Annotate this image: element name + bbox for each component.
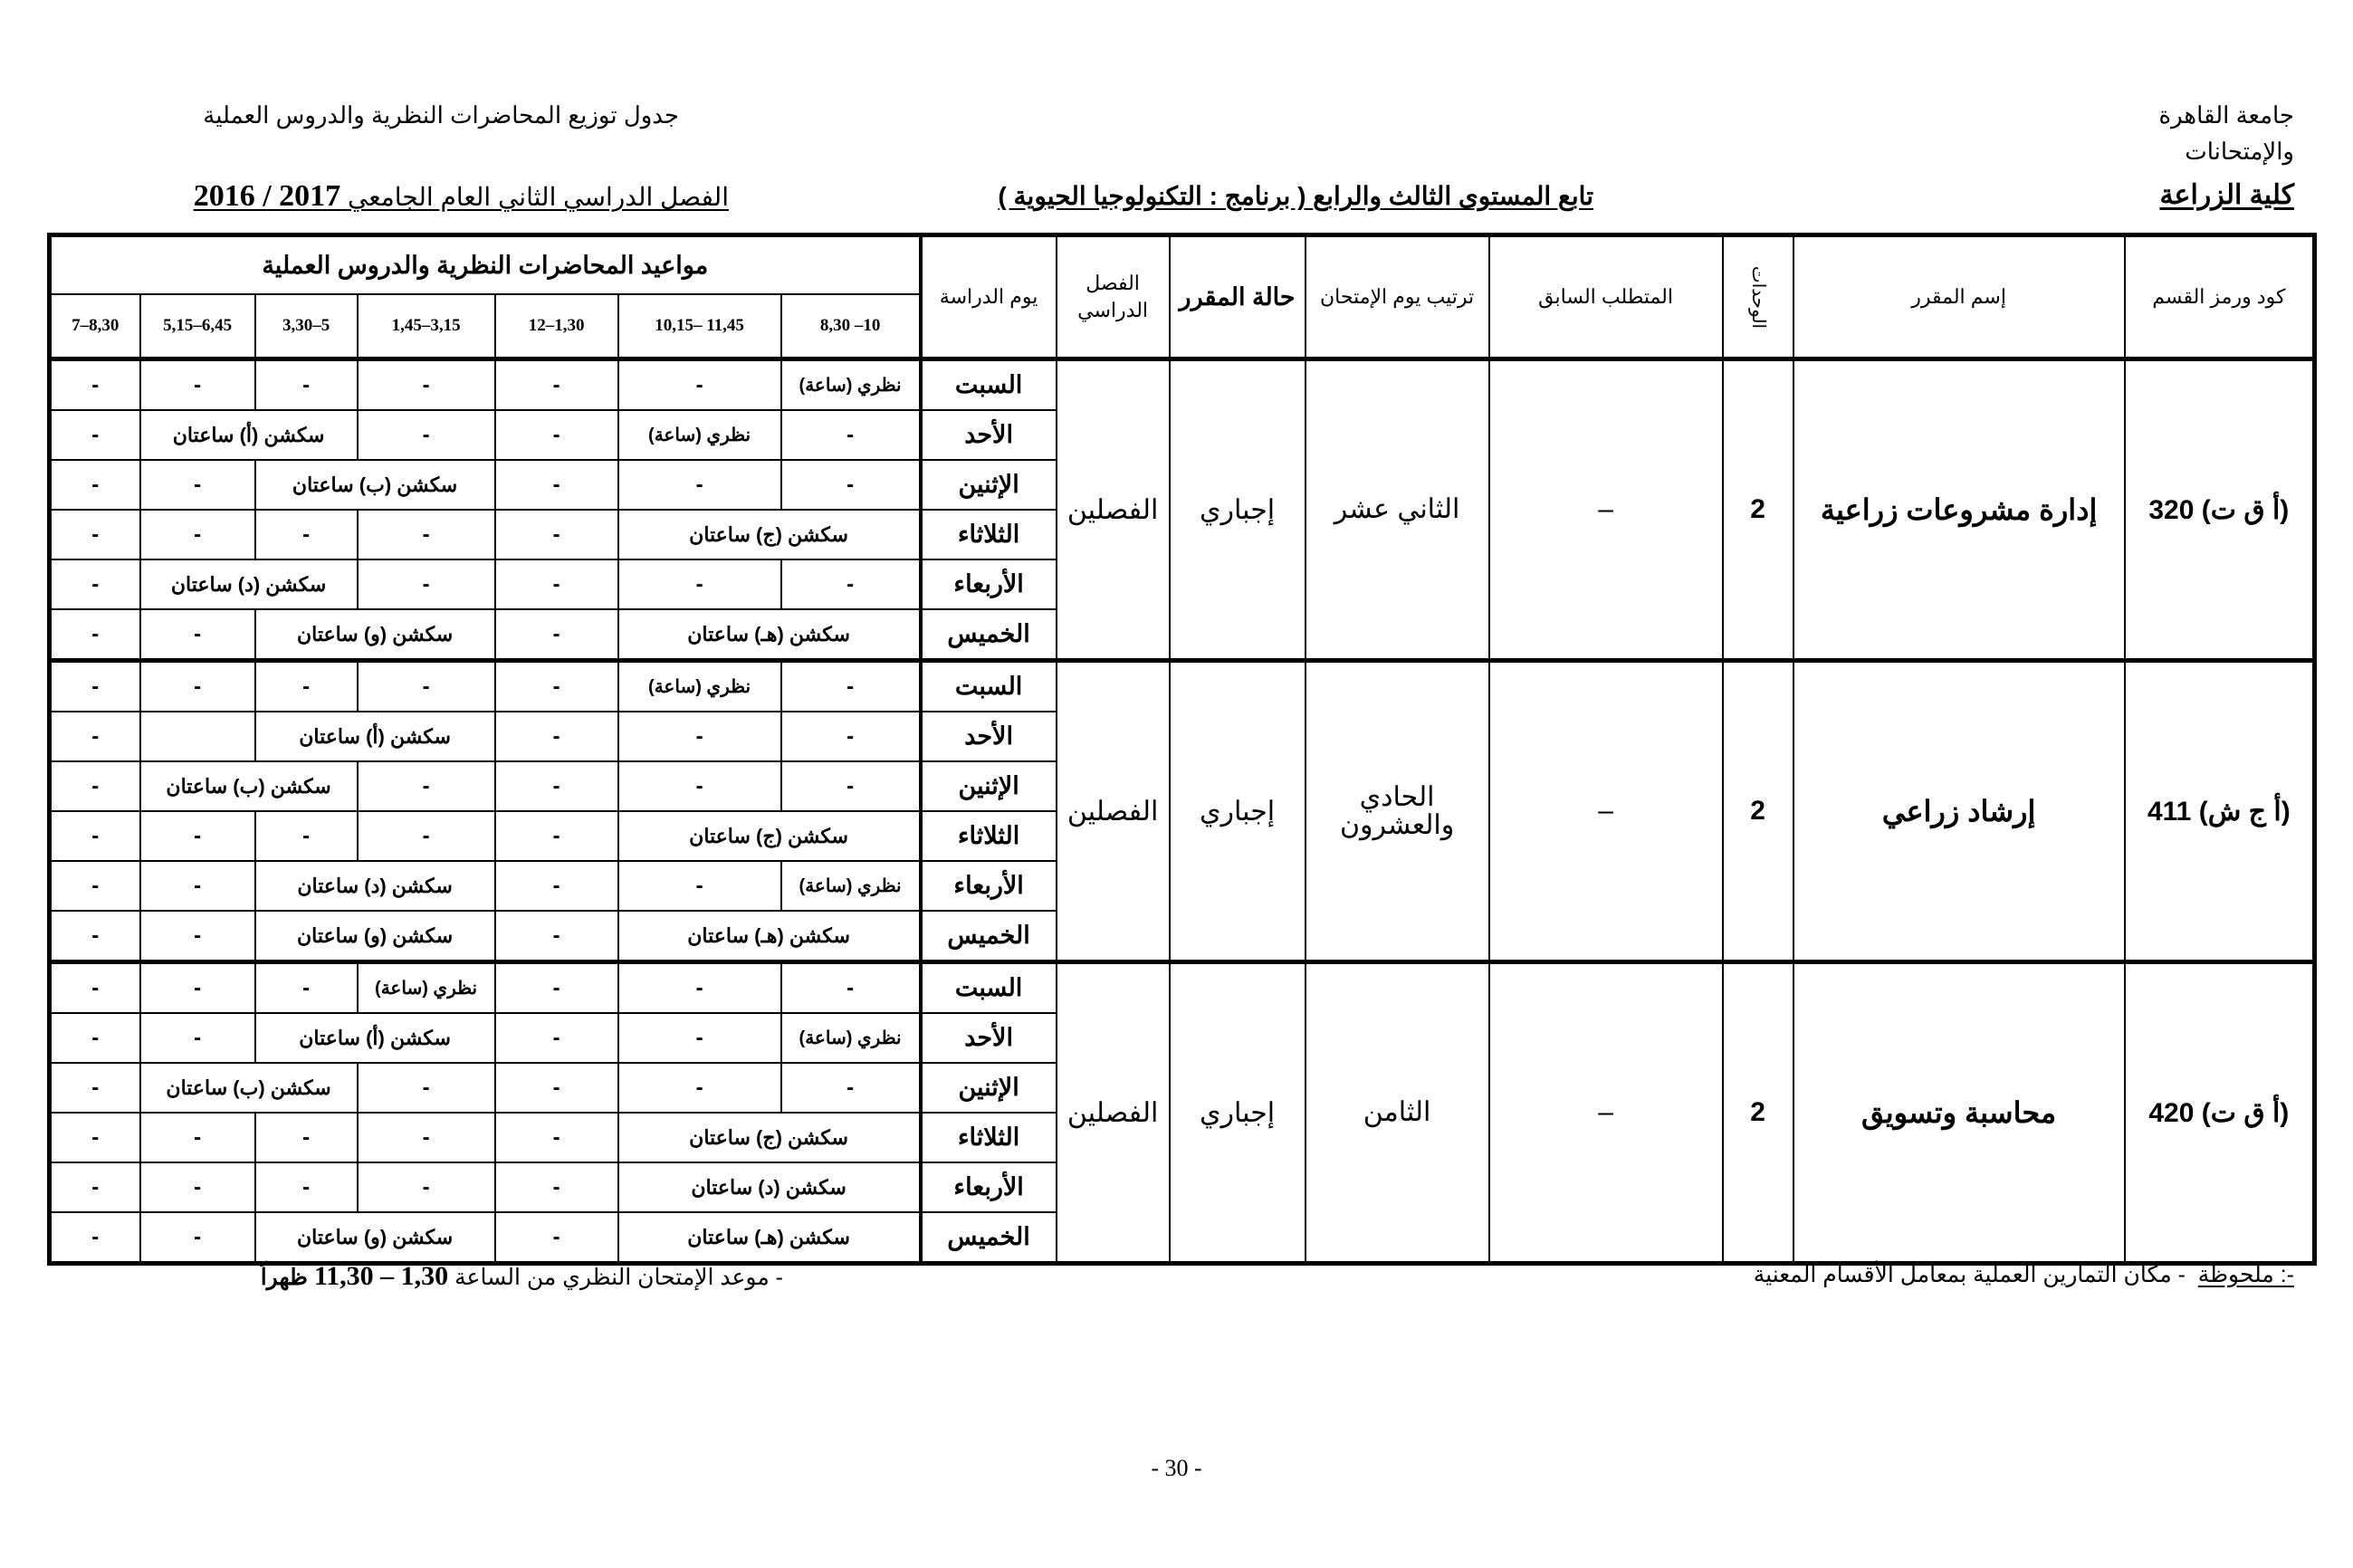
study-day: الأحد xyxy=(921,712,1057,761)
empty-slot: - xyxy=(781,1063,921,1113)
empty-slot: - xyxy=(618,1063,781,1113)
empty-slot: - xyxy=(358,1162,495,1212)
study-day: الثلاثاء xyxy=(921,510,1057,559)
exam-time-suffix: ظهراً xyxy=(260,1265,308,1290)
empty-slot: - xyxy=(781,962,921,1014)
empty-slot: - xyxy=(495,861,618,911)
study-day: الأحد xyxy=(921,1013,1057,1063)
col-exam-order-header: ترتيب يوم الإمتحان xyxy=(1306,235,1489,359)
course-semester: الفصلين xyxy=(1057,661,1170,962)
empty-slot: - xyxy=(495,1212,618,1264)
course-group xyxy=(50,661,2315,962)
time-slots-group-header: مواعيد المحاضرات النظرية والدروس العملية xyxy=(50,235,921,295)
session-slot: سكشن (ج) ساعتان xyxy=(618,510,921,559)
empty-slot: - xyxy=(495,811,618,861)
course-status: إجباري xyxy=(1170,661,1306,962)
schedule-row xyxy=(50,661,2315,712)
course-group xyxy=(50,359,2315,661)
empty-slot: - xyxy=(140,609,255,661)
study-day: الثلاثاء xyxy=(921,1113,1057,1162)
course-name: محاسبة وتسويق xyxy=(1793,962,2125,1264)
empty-slot: - xyxy=(358,359,495,411)
session-slot: سكشن (ب) ساعتان xyxy=(140,1063,358,1113)
empty-slot: - xyxy=(140,1162,255,1212)
study-day: السبت xyxy=(921,962,1057,1014)
session-slot: سكشن (و) ساعتان xyxy=(255,609,495,661)
empty-slot: - xyxy=(50,609,140,661)
time-slot-header: 8,30 –10 xyxy=(781,294,921,359)
empty-slot: - xyxy=(618,962,781,1014)
course-prerequisite: – xyxy=(1489,661,1723,962)
empty-slot: - xyxy=(618,359,781,411)
empty-slot: - xyxy=(495,609,618,661)
empty-slot: - xyxy=(781,761,921,811)
empty-slot: - xyxy=(140,510,255,559)
empty-slot: - xyxy=(358,510,495,559)
empty-slot: - xyxy=(50,359,140,411)
study-day: الخميس xyxy=(921,609,1057,661)
empty-slot: - xyxy=(255,1113,358,1162)
empty-slot: - xyxy=(50,559,140,609)
empty-slot: - xyxy=(495,460,618,510)
session-slot: سكشن (هـ) ساعتان xyxy=(618,911,921,962)
schedule-table xyxy=(47,233,2317,1266)
session-slot: نظري (ساعة) xyxy=(618,410,781,460)
schedule-title: جدول توزيع المحاضرات النظرية والدروس العملية xyxy=(203,101,679,129)
study-day: الأربعاء xyxy=(921,1162,1057,1212)
session-slot: نظري (ساعة) xyxy=(618,661,781,712)
study-day: الإثنين xyxy=(921,761,1057,811)
col-course-name-header: إسم المقرر xyxy=(1793,235,2125,359)
empty-slot: - xyxy=(495,962,618,1014)
session-slot: سكشن (هـ) ساعتان xyxy=(618,1212,921,1264)
course-units: 2 xyxy=(1723,661,1793,962)
empty-slot: - xyxy=(618,761,781,811)
study-day: الأربعاء xyxy=(921,861,1057,911)
time-slot-header: 3,30–5 xyxy=(255,294,358,359)
empty-slot: - xyxy=(140,661,255,712)
empty-slot: - xyxy=(50,1212,140,1264)
empty-slot: - xyxy=(358,811,495,861)
session-slot: نظري (ساعة) xyxy=(781,1013,921,1063)
empty-slot: - xyxy=(50,510,140,559)
department-name: والإمتحانات xyxy=(2185,138,2294,165)
empty-slot: - xyxy=(255,1162,358,1212)
session-slot: نظري (ساعة) xyxy=(358,962,495,1014)
empty-slot: - xyxy=(358,1063,495,1113)
empty-slot: - xyxy=(495,712,618,761)
empty-slot: - xyxy=(618,559,781,609)
empty-slot: - xyxy=(358,661,495,712)
course-code: (أ ق ت) 420 xyxy=(2125,962,2315,1264)
session-slot: سكشن (ج) ساعتان xyxy=(618,1113,921,1162)
exam-time-prefix: - موعد الإمتحان النظري من الساعة xyxy=(454,1265,783,1290)
empty-slot: - xyxy=(358,761,495,811)
college-name: كلية الزراعة xyxy=(2159,180,2294,210)
empty-slot: - xyxy=(50,861,140,911)
course-prerequisite: – xyxy=(1489,962,1723,1264)
study-day: الأربعاء xyxy=(921,559,1057,609)
empty-slot: - xyxy=(255,359,358,411)
empty-slot: - xyxy=(495,761,618,811)
schedule-row xyxy=(50,962,2315,1014)
empty-slot: - xyxy=(50,1063,140,1113)
course-units: 2 xyxy=(1723,962,1793,1264)
session-slot: سكشن (أ) ساعتان xyxy=(255,712,495,761)
course-status: إجباري xyxy=(1170,359,1306,661)
empty-slot: - xyxy=(140,1212,255,1264)
empty-slot: - xyxy=(781,559,921,609)
empty-slot: - xyxy=(495,559,618,609)
empty-slot: - xyxy=(618,712,781,761)
empty-slot: - xyxy=(495,359,618,411)
empty-slot: - xyxy=(495,410,618,460)
study-day: الخميس xyxy=(921,1212,1057,1264)
empty-slot: - xyxy=(140,460,255,510)
time-slot-header: 12–1,30 xyxy=(495,294,618,359)
empty-slot: - xyxy=(358,559,495,609)
study-day: السبت xyxy=(921,661,1057,712)
empty-slot: - xyxy=(50,460,140,510)
note-practical-location: - مكان التمارين العملية بمعامل الأقسام المعنية xyxy=(1753,1262,2186,1287)
session-slot: سكشن (و) ساعتان xyxy=(255,911,495,962)
empty-slot: - xyxy=(50,410,140,460)
empty-slot: - xyxy=(781,460,921,510)
session-slot: نظري (ساعة) xyxy=(781,861,921,911)
course-exam-order: الثاني عشر xyxy=(1306,359,1489,661)
university-name: جامعة القاهرة xyxy=(2158,101,2294,129)
course-exam-order: الحادي والعشرون xyxy=(1306,661,1489,962)
session-slot: سكشن (د) ساعتان xyxy=(618,1162,921,1212)
empty-slot: - xyxy=(781,712,921,761)
empty-slot: - xyxy=(140,359,255,411)
study-day: الثلاثاء xyxy=(921,811,1057,861)
empty-slot: - xyxy=(495,1063,618,1113)
empty-slot: - xyxy=(618,1013,781,1063)
study-day: الإثنين xyxy=(921,460,1057,510)
session-slot: سكشن (ب) ساعتان xyxy=(255,460,495,510)
course-prerequisite: – xyxy=(1489,359,1723,661)
empty-slot: - xyxy=(495,510,618,559)
empty-slot: - xyxy=(50,761,140,811)
empty-slot: - xyxy=(495,1013,618,1063)
session-slot: سكشن (د) ساعتان xyxy=(255,861,495,911)
term-label: الفصل الدراسي الثاني العام الجامعي xyxy=(347,183,729,211)
time-slot-header: 5,15–6,45 xyxy=(140,294,255,359)
time-slot-header: 1,45–3,15 xyxy=(358,294,495,359)
empty-slot: - xyxy=(50,911,140,962)
empty-slot: - xyxy=(255,661,358,712)
empty-slot: - xyxy=(50,962,140,1014)
empty-slot: - xyxy=(495,1113,618,1162)
empty-slot: - xyxy=(140,811,255,861)
empty-slot: - xyxy=(358,410,495,460)
empty-slot: - xyxy=(140,911,255,962)
empty-slot: - xyxy=(50,811,140,861)
empty-slot: - xyxy=(255,811,358,861)
term-title xyxy=(149,179,729,214)
course-code: (أ ج ش) 411 xyxy=(2125,661,2315,962)
program-name: ( برنامج : التكنولوجيا الحيوية ) xyxy=(998,182,1306,210)
schedule-row xyxy=(50,359,2315,411)
time-slot-header: 10,15– 11,45 xyxy=(618,294,781,359)
exam-time-value: 11,30 – 1,30 xyxy=(313,1261,449,1291)
study-day: السبت xyxy=(921,359,1057,411)
session-slot: نظري (ساعة) xyxy=(781,359,921,411)
session-slot xyxy=(140,712,255,761)
academic-year: 2016 / 2017 xyxy=(193,179,341,213)
session-slot: سكشن (أ) ساعتان xyxy=(255,1013,495,1063)
empty-slot: - xyxy=(140,861,255,911)
empty-slot: - xyxy=(618,460,781,510)
col-status-header: حالة المقرر xyxy=(1170,235,1306,359)
page-number: - 30 - xyxy=(1151,1455,1202,1481)
session-slot: سكشن (أ) ساعتان xyxy=(140,410,358,460)
empty-slot: - xyxy=(618,861,781,911)
course-code: (أ ق ت) 320 xyxy=(2125,359,2315,661)
session-slot: سكشن (و) ساعتان xyxy=(255,1212,495,1264)
empty-slot: - xyxy=(495,1162,618,1212)
session-slot: سكشن (د) ساعتان xyxy=(140,559,358,609)
empty-slot: - xyxy=(495,911,618,962)
session-slot: سكشن (ج) ساعتان xyxy=(618,811,921,861)
course-group xyxy=(50,962,2315,1264)
course-name: إدارة مشروعات زراعية xyxy=(1793,359,2125,661)
empty-slot: - xyxy=(255,962,358,1014)
study-day: الأحد xyxy=(921,410,1057,460)
course-semester: الفصلين xyxy=(1057,359,1170,661)
empty-slot: - xyxy=(140,1013,255,1063)
empty-slot: - xyxy=(50,661,140,712)
course-name: إرشاد زراعي xyxy=(1793,661,2125,962)
session-slot: سكشن (ب) ساعتان xyxy=(140,761,358,811)
course-status: إجباري xyxy=(1170,962,1306,1264)
program-title xyxy=(919,181,1593,211)
empty-slot: - xyxy=(255,510,358,559)
empty-slot: - xyxy=(358,1113,495,1162)
empty-slot: - xyxy=(50,1162,140,1212)
empty-slot: - xyxy=(140,1113,255,1162)
empty-slot: - xyxy=(781,661,921,712)
program-prefix: تابع المستوى الثالث والرابع xyxy=(1313,182,1593,210)
empty-slot: - xyxy=(50,1113,140,1162)
session-slot: سكشن (هـ) ساعتان xyxy=(618,609,921,661)
col-units-header: الوحدات xyxy=(1723,235,1793,359)
study-day: الخميس xyxy=(921,911,1057,962)
empty-slot: - xyxy=(50,712,140,761)
col-study-day-header: يوم الدراسة xyxy=(921,235,1057,359)
course-exam-order: الثامن xyxy=(1306,962,1489,1264)
col-code-header: كود ورمز القسم xyxy=(2125,235,2315,359)
note-exam-time xyxy=(167,1261,783,1292)
empty-slot: - xyxy=(781,410,921,460)
empty-slot: - xyxy=(495,661,618,712)
course-units: 2 xyxy=(1723,359,1793,661)
col-semester-header: الفصل الدراسي xyxy=(1057,235,1170,359)
time-slot-header: 7–8,30 xyxy=(50,294,140,359)
empty-slot: - xyxy=(50,1013,140,1063)
col-prerequisite-header: المتطلب السابق xyxy=(1489,235,1723,359)
course-semester: الفصلين xyxy=(1057,962,1170,1264)
study-day: الإثنين xyxy=(921,1063,1057,1113)
empty-slot: - xyxy=(140,962,255,1014)
note-label: ملحوظة :- xyxy=(2197,1262,2294,1287)
